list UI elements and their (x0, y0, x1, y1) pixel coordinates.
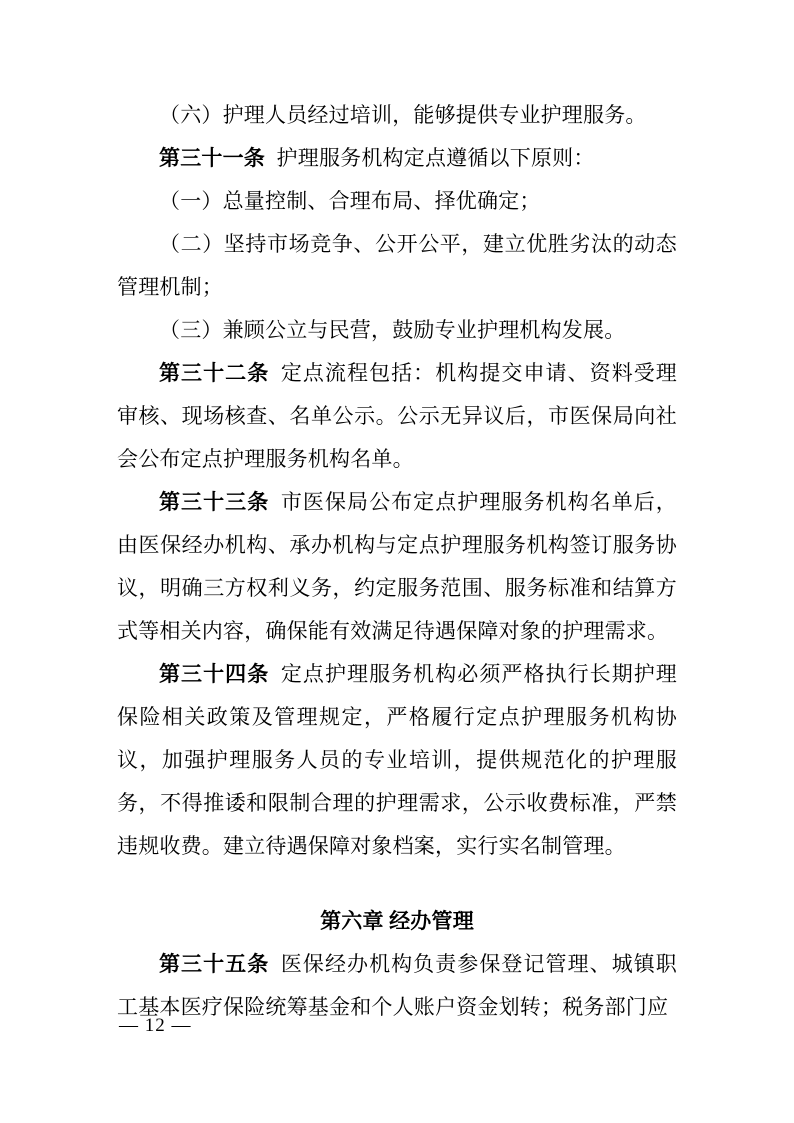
paragraph-text: 第六章 经办管理 (320, 909, 474, 933)
paragraph-text: 护理服务机构定点遵循以下原则： (276, 146, 595, 170)
paragraph (117, 352, 677, 481)
paragraph-text: （一）总量控制、合理布局、择优确定； (159, 189, 541, 213)
paragraph-text: 医保经办机构负责参保登记管理、城镇职工基本医疗保险统筹基金和个人账户资金划转；税务部门应 (117, 952, 678, 1019)
paragraph (117, 94, 677, 137)
article-number: 第三十一条 (159, 146, 265, 170)
paragraph-text: （三）兼顾公立与民营，鼓励专业护理机构发展。 (159, 318, 626, 342)
paragraph (117, 653, 677, 868)
article-number: 第三十三条 (159, 490, 270, 514)
paragraph-text: 定点流程包括：机构提交申请、资料受理审核、现场核查、名单公示。公示无异议后，市医保局向社会公布定点护理服务机构名单。 (117, 361, 678, 471)
paragraph (117, 223, 677, 309)
paragraph-text: （二）坚持市场竞争、公开公平，建立优胜劣汰的动态管理机制； (117, 232, 677, 299)
paragraph (117, 309, 677, 352)
article-number: 第三十二条 (159, 361, 270, 385)
paragraph-text: 定点护理服务机构必须严格执行长期护理保险相关政策及管理规定，严格履行定点护理服务机构协议，加强护理服务人员的专业培训，提供规范化的护理服务，不得推诿和限制合理的护理需求，公示收费标准，严禁违规收费。建立待遇保障对象档案，实行实名制管理。 (117, 662, 678, 858)
paragraph (117, 481, 677, 653)
paragraph (117, 943, 677, 1029)
paragraph (117, 137, 677, 180)
chapter-heading (117, 900, 677, 943)
article-number: 第三十四条 (159, 662, 270, 686)
paragraph (117, 180, 677, 223)
paragraph-text: 市医保局公布定点护理服务机构名单后，由医保经办机构、承办机构与定点护理服务机构签订服务协议，明确三方权利义务，约定服务范围、服务标准和结算方式等相关内容，确保能有效满足待遇保障对象的护理需求。 (117, 490, 678, 643)
paragraph-text: （六）护理人员经过培训，能够提供专业护理服务。 (159, 103, 647, 127)
page-number: — 12 — (119, 1015, 192, 1036)
article-number: 第三十五条 (159, 952, 270, 976)
document-body (117, 94, 677, 1029)
